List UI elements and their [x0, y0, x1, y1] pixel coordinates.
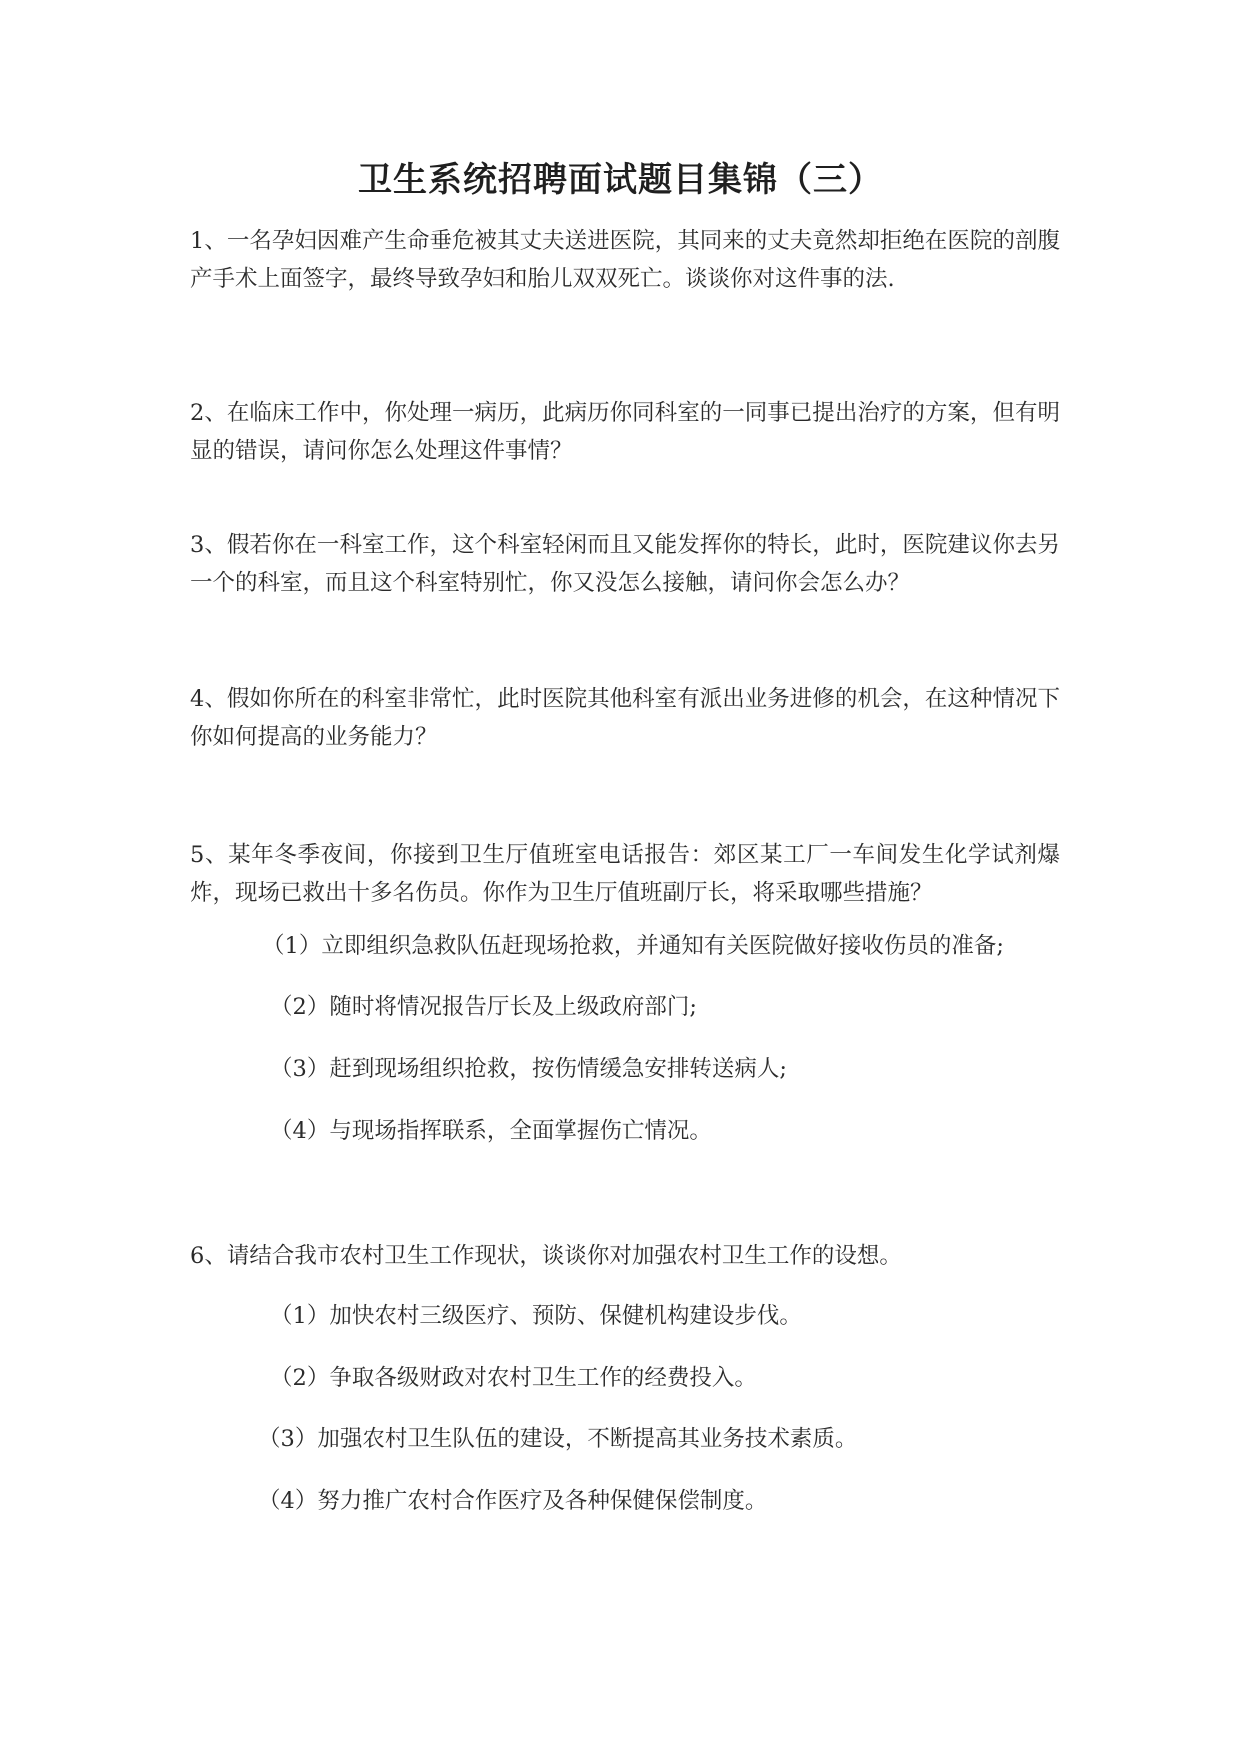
answer-6-4: （4）努力推广农村合作医疗及各种保健保偿制度。: [258, 1488, 768, 1514]
answer-5-3: （3）赶到现场组织抢救，按伤情缓急安排转送病人;: [270, 1056, 787, 1082]
question-4: 4、假如你所在的科室非常忙，此时医院其他科室有派出业务进修的机会，在这种情况下你如何提高的业务能力？: [190, 686, 1060, 750]
question-6: 6、请结合我市农村卫生工作现状，谈谈你对加强农村卫生工作的设想。: [190, 1243, 902, 1269]
question-5: 5、某年冬季夜间，你接到卫生厅值班室电话报告：郊区某工厂一车间发生化学试剂爆炸，现场已救出十多名伤员。你作为卫生厅值班副厅长，将采取哪些措施？: [190, 842, 1060, 906]
answer-6-1: （1）加快农村三级医疗、预防、保健机构建设步伐。: [270, 1303, 802, 1329]
question-1: 1、一名孕妇因难产生命垂危被其丈夫送进医院，其同来的丈夫竟然却拒绝在医院的剖腹产手术上面签字，最终导致孕妇和胎儿双双死亡。谈谈你对这件事的法.: [190, 228, 1060, 292]
answer-5-2: （2）随时将情况报告厅长及上级政府部门;: [270, 994, 697, 1020]
answer-6-3: （3）加强农村卫生队伍的建设，不断提高其业务技术素质。: [258, 1426, 858, 1452]
answer-6-2: （2）争取各级财政对农村卫生工作的经费投入。: [270, 1365, 757, 1391]
question-2: 2、在临床工作中，你处理一病历，此病历你同科室的一同事已提出治疗的方案，但有明显的错误，请问你怎么处理这件事情？: [190, 400, 1060, 464]
answer-5-4: （4）与现场指挥联系，全面掌握伤亡情况。: [270, 1118, 712, 1144]
answer-5-1: （1）立即组织急救队伍赶现场抢救，并通知有关医院做好接收伤员的准备;: [262, 933, 1004, 959]
question-3: 3、假若你在一科室工作，这个科室轻闲而且又能发挥你的特长，此时，医院建议你去另一个的科室，而且这个科室特别忙，你又没怎么接触，请问你会怎么办？: [190, 532, 1060, 596]
document-title: 卫生系统招聘面试题目集锦（三）: [358, 160, 883, 200]
